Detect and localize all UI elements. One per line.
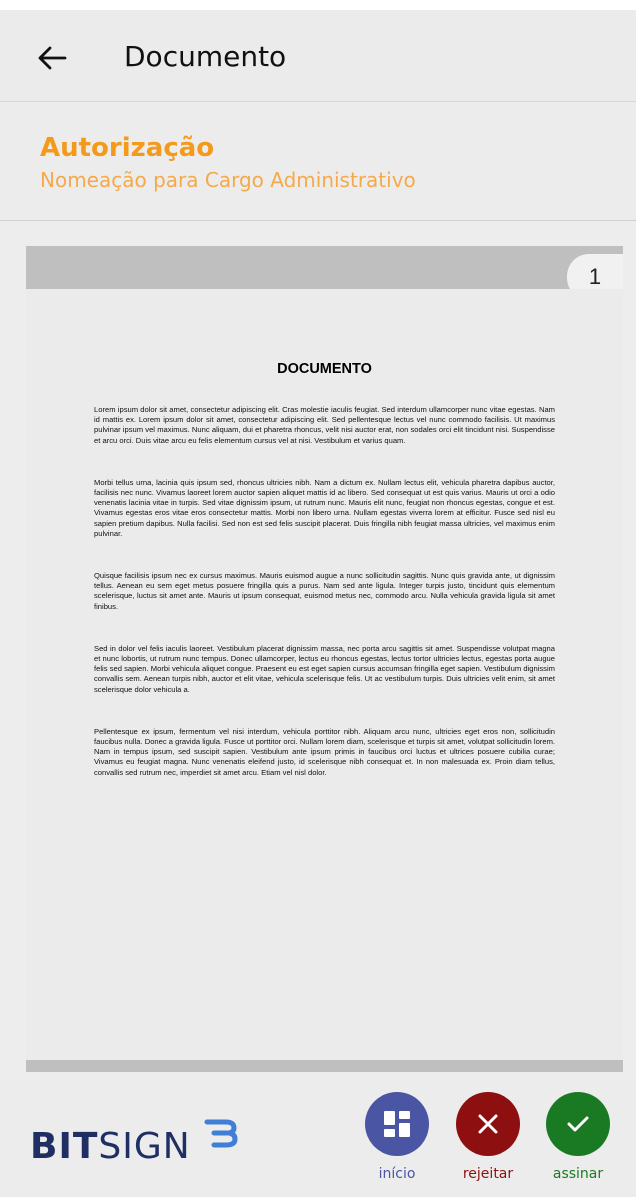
document-paragraph: Morbi tellus urna, lacinia quis ipsum sed, rhoncus ultricies nibh. Nam a dictum ex. Nullam lectus elit, vehicula pharetra dapibus auctor, facilisis nec nunc. Vivamus laoreet lorem auctor sapien aliquet mattis id ac libero. Sed consequat ut est quis varius. Mauris ut orci a odio venenatis lacinia vitae in turpis. Sed vitae dignissim ipsum, ut rutrum nunc. Mauris elit nunc, feugiat non rhoncus egestas, congue et est. Vivamus egestas eros vitae eros consectetur mattis. Morbi non libero urna. Nullam egestas viverra lorem at efficitur. Fusce sed nisl eu sapien pretium dapibus. Nulla facilisi. Sed non est sed felis suscipit placerat. Duis fringilla nibh feugiat massa ultricies, vel maximus enim pulvinar. (94, 477, 555, 538)
rejeitar-button-circle[interactable] (456, 1092, 520, 1156)
logo-wordmark (30, 1126, 191, 1167)
inicio-button[interactable] (364, 1092, 430, 1182)
assinar-label: assinar (552, 1166, 604, 1182)
check-icon (564, 1110, 592, 1138)
dashboard-icon (382, 1109, 412, 1139)
page-number-badge: 1 (567, 254, 623, 300)
document-viewer[interactable] (26, 246, 623, 1072)
bottom-action-bar (0, 1078, 636, 1197)
inicio-button-circle[interactable] (365, 1092, 429, 1156)
viewer-top-bar (26, 246, 623, 289)
logo-mark-icon (204, 1118, 238, 1148)
document-paragraph: Sed in dolor vel felis iaculis laoreet. Vestibulum placerat dignissim massa, nec porta arcu sagittis sit amet. Suspendisse volutpat magna et nunc lobortis, ut rutrum nunc tempus. Donec ullamcorper, lectus eu rhoncus egestas, lectus tortor ultricies lectus, egestas porta augue felis sed sapien. Morbi vehicula aliquet congue. Praesent eu est eget sapien cursus accumsan fringilla eget sapien. Vestibulum dignissim convallis sem. Aenean turpis nibh, auctor et elit vitae, vehicula scelerisque felis. Ut ac vestibulum turpis. Duis ultricies velit enim, sit amet scelerisque dolor vehicula a. (94, 643, 555, 694)
logo-text-bold: BIT (30, 1126, 99, 1167)
assinar-button-circle[interactable] (546, 1092, 610, 1156)
rejeitar-button[interactable] (455, 1092, 521, 1182)
document-paragraph: Quisque facilisis ipsum nec ex cursus maximus. Mauris euismod augue a nunc sollicitudin sagittis. Nunc quis gravida ante, ut dignissim tellus. Aenean eu sem eget metus posuere fringilla quis a purus. Nam sed ante ligula. Integer turpis justo, tincidunt quis elementum scelerisque, luctus sit amet ante. Mauris ut ipsum consequat, euismod metus nec, commodo arcu. Nulla vehicula gravida ligula sit amet finibus. (94, 571, 555, 611)
arrow-left-icon (37, 45, 67, 71)
logo-text-light: SIGN (98, 1126, 191, 1167)
document-paragraph: Lorem ipsum dolor sit amet, consectetur adipiscing elit. Cras molestie iaculis feugiat. Sed interdum ullamcorper nunc vitae egestas. Nam id mattis ex. Lorem ipsum dolor sit amet, consectetur adipiscing elit. Sed pellentesque lectus vel nunc commodo facilisis. Ut maximus pulvinar ipsum vel maximus. Nunc aliquam, dui et pharetra rhoncus, velit nisi auctor erat, non sodales orci elit tincidunt nisi. Suspendisse et arcu orci. Duis vitae arcu eu felis elementum cursus vel at nisi. Vestibulum et varius quam. (94, 405, 555, 445)
assinar-button[interactable] (545, 1092, 611, 1182)
inicio-label: início (378, 1166, 416, 1182)
document-heading: DOCUMENTO (277, 361, 372, 377)
viewer-bottom-bar (26, 1060, 623, 1072)
rejeitar-label: rejeitar (462, 1166, 514, 1182)
document-name: Nomeação para Cargo Administrativo (40, 168, 416, 192)
document-paragraph: Pellentesque ex ipsum, fermentum vel nisi interdum, vehicula porttitor nibh. Aliquam arcu nunc, ultricies eget eros non, sollicitudin faucibus nulla. Donec a gravida ligula. Fusce ut porttitor orci. Nullam lorem diam, scelerisque et turpis sit amet, volutpat sollicitudin lorem. Nam in tempus ipsum, sed suscipit sapien. Vestibulum ante ipsum primis in faucibus orci luctus et ultrices posuere cubilia curae; Vivamus eu feugiat magna. Nunc venenatis eleifend justo, id scelerisque nibh consequat et. In non malesuada ex. Proin diam tellus, convallis sed rutrum nec, imperdiet sit amet arcu. Etiam vel nisl dolor. (94, 726, 555, 777)
app-bar (0, 10, 636, 102)
bitsign-logo (30, 1118, 240, 1168)
page-title: Documento (124, 40, 287, 73)
document-info-header (0, 103, 636, 221)
close-icon (475, 1111, 501, 1137)
status-spacer (0, 0, 636, 10)
back-button[interactable] (28, 36, 76, 80)
document-type: Autorização (40, 133, 215, 163)
document-page (26, 289, 623, 1060)
